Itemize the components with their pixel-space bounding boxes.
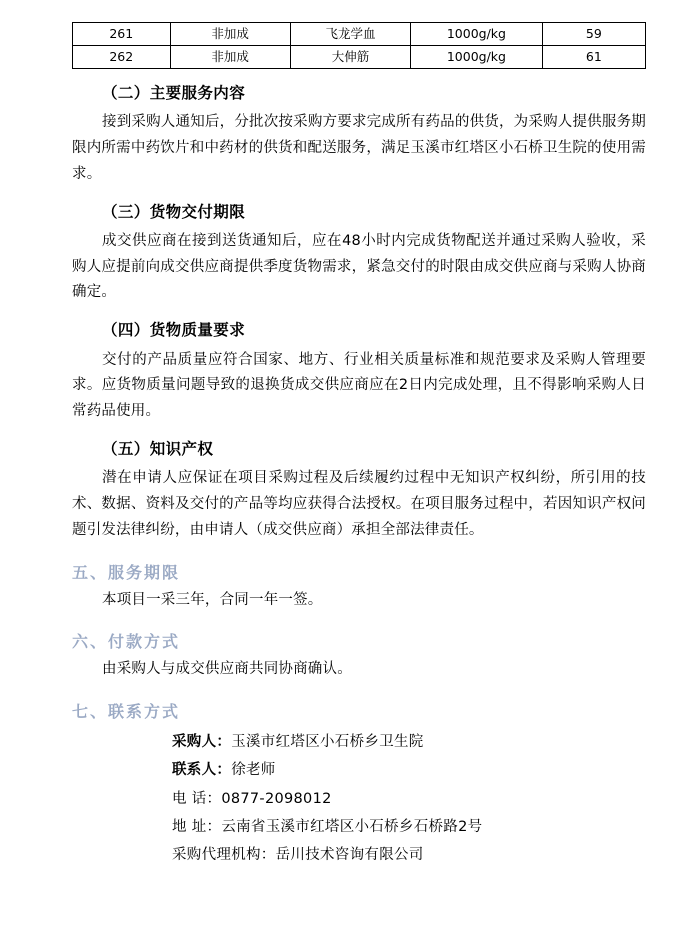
major-paragraph: 由采购人与成交供应商共同协商确认。 xyxy=(102,661,352,678)
cell-spec: 1000g/kg xyxy=(411,23,543,46)
contact-label: 采购人： xyxy=(172,734,232,751)
section-delivery-deadline xyxy=(72,201,646,307)
table-row xyxy=(73,23,646,46)
cell-no: 262 xyxy=(73,46,171,69)
section-heading: （二）主要服务内容 xyxy=(102,84,246,102)
section-heading: （三）货物交付期限 xyxy=(102,202,246,221)
table-body xyxy=(73,23,646,69)
contact-line xyxy=(172,785,646,813)
contact-line xyxy=(172,728,646,756)
major-heading: 七、联系方式 xyxy=(72,702,181,722)
cell-qty: 59 xyxy=(542,23,645,46)
section-paragraph: 交付的产品质量应符合国家、地方、行业相关质量标准和规范要求及采购人管理要求。应货物质量问题导致的退换货成交供应商应在2日内完成处理，且不得影响采购人日常药品使用。 xyxy=(72,351,646,420)
contact-label: 地 址： xyxy=(172,818,222,835)
table-row xyxy=(73,46,646,69)
cell-type: 非加成 xyxy=(170,46,290,69)
drug-list-table xyxy=(72,22,646,69)
section-service-period xyxy=(72,560,646,614)
section-paragraph: 成交供应商在接到送货通知后，应在48小时内完成货物配送并通过采购人验收，采购人应提前向成交供应商提供季度货物需求，紧急交付的时限由成交供应商与采购人协商确定。 xyxy=(72,232,646,301)
major-paragraph: 本项目一采三年，合同一年一签。 xyxy=(102,591,323,608)
contact-value: 徐老师 xyxy=(231,762,276,779)
section-service-content xyxy=(72,82,646,188)
cell-qty: 61 xyxy=(542,46,645,69)
cell-no: 261 xyxy=(73,23,171,46)
section-contact xyxy=(72,699,646,869)
contact-line xyxy=(172,756,646,784)
contact-value: 0877-2098012 xyxy=(221,790,332,807)
contact-line xyxy=(172,841,646,869)
section-paragraph: 潜在申请人应保证在项目采购过程及后续履约过程中无知识产权纠纷，所引用的技术、数据、资料及交付的产品等均应获得合法授权。在项目服务过程中，若因知识产权问题引发法律纠纷，由申请人（成交供应商）承担全部法律责任。 xyxy=(72,470,646,538)
section-payment-method xyxy=(72,629,646,683)
contact-value: 岳川技术咨询有限公司 xyxy=(275,847,424,864)
contact-value: 云南省玉溪市红塔区小石桥乡石桥路2号 xyxy=(221,818,483,835)
cell-spec: 1000g/kg xyxy=(411,46,543,69)
major-heading: 五、服务期限 xyxy=(72,562,181,582)
section-heading: （五）知识产权 xyxy=(102,439,214,458)
contact-line xyxy=(172,813,646,841)
contact-label: 联系人： xyxy=(172,762,232,779)
major-heading: 六、付款方式 xyxy=(72,632,181,652)
contact-label: 电 话： xyxy=(172,790,222,807)
contact-list xyxy=(72,728,646,869)
contact-value: 玉溪市红塔区小石桥乡卫生院 xyxy=(231,734,424,751)
section-intellectual-property xyxy=(72,438,646,544)
cell-type: 非加成 xyxy=(170,23,290,46)
section-quality-requirements xyxy=(72,319,646,425)
cell-name: 飞龙学血 xyxy=(290,23,410,46)
cell-name: 大伸筋 xyxy=(290,46,410,69)
contact-label: 采购代理机构： xyxy=(172,847,276,864)
section-paragraph: 接到采购人通知后，分批次按采购方要求完成所有药品的供货，为采购人提供服务期限内所需中药饮片和中药材的供货和配送服务，满足玉溪市红塔区小石桥卫生院的使用需求。 xyxy=(72,114,646,182)
section-heading: （四）货物质量要求 xyxy=(102,321,246,340)
